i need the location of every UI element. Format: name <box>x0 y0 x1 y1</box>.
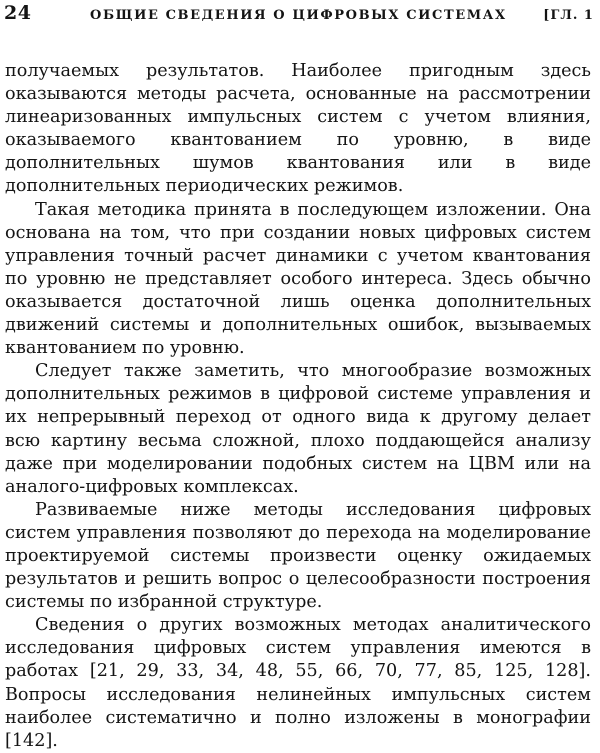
paragraph-continued: получаемых результатов. Наиболее пригодным здесь оказываются методы расчета, основанные на рассмотрении линеаризованных импульсных систем с учетом влияния, оказываемого квантованием по уровню, в виде дополнительных шумов квантования или в виде дополнительных периодических режимов. <box>5 61 591 197</box>
body-text <box>5 60 591 753</box>
running-header <box>4 2 594 32</box>
paragraph: Следует также заметить, что многообразие возможных дополнительных режимов в цифровой системе управления и их непрерывный переход от одного вида к другому делает всю картину весьма сложной, плохо поддающейся анализу даже при моделировании подобных систем на ЦВМ или на аналого-цифровых комплексах. <box>5 361 591 497</box>
page-number: 24 <box>4 2 32 24</box>
chapter-reference: [ГЛ. 1 <box>543 8 594 23</box>
paragraph: Сведения о других возможных методах аналитического исследования цифровых систем управления имеются в работах [21, 29, 33, 34, 48, 55, 66, 70, 77, 85, 125, 128]. Вопросы исследования нелинейных импульсных систем наиболее систематично и полно изложены в монографии [142]. <box>5 615 591 751</box>
running-header-title: ОБЩИЕ СВЕДЕНИЯ О ЦИФРОВЫХ СИСТЕМАХ <box>90 8 507 23</box>
paragraph: Такая методика принята в последующем изложении. Она основана на том, что при создании новых цифровых систем управления точный расчет динамики с учетом квантования по уровню не представляет особого интереса. Здесь обычно оказывается достаточной лишь оценка дополнительных движений системы и дополнительных ошибок, вызываемых квантованием по уровню. <box>5 199 591 359</box>
paragraph: Развиваемые ниже методы исследования цифровых систем управления позволяют до перехода на моделирование проектируемой системы произвести оценку ожидаемых результатов и решить вопрос о целесообразности построения системы по избранной структуре. <box>5 499 591 613</box>
